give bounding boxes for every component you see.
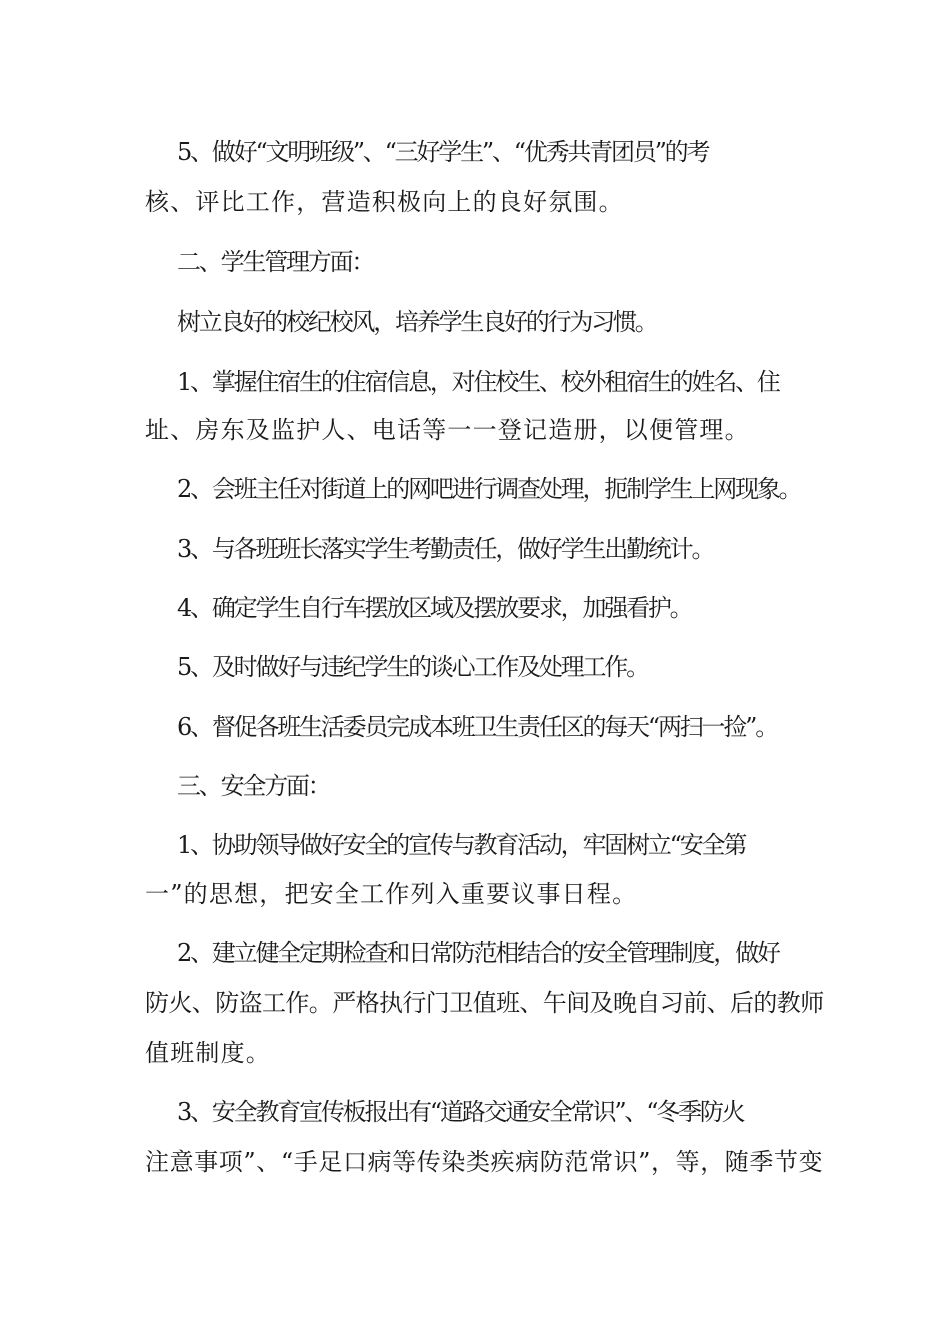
text-line: 值班制度。	[145, 1039, 271, 1067]
section-heading: 三、安全方面：	[177, 772, 330, 800]
text-line: 6、督促各班生活委员完成本班卫生责任区的每天“两扫一捡”。	[177, 713, 778, 741]
text-line: 防火、防盗工作。严格执行门卫值班、午间及晚自习前、后的教师	[145, 989, 824, 1017]
text-line: 3、与各班班长落实学生考勤责任，做好学生出勤统计。	[177, 535, 714, 563]
text-line: 2、会班主任对街道上的网吧进行调查处理，扼制学生上网现象。	[177, 475, 801, 503]
text-line: 址、房东及监护人、电话等一一登记造册，以便管理。	[145, 416, 750, 444]
text-line: 1、协助领导做好安全的宣传与教育活动，牢固树立“安全第	[177, 831, 746, 859]
text-line: 2、建立健全定期检查和日常防范相结合的安全管理制度，做好	[177, 939, 779, 967]
text-line: 4、确定学生自行车摆放区域及摆放要求，加强看护。	[177, 594, 692, 622]
text-line: 5、及时做好与违纪学生的谈心工作及处理工作。	[177, 653, 648, 681]
section-heading: 二、学生管理方面：	[177, 248, 374, 276]
text-line: 注意事项”、“手足口病等传染类疾病防范常识”，等，随季节变	[145, 1148, 824, 1176]
text-line: 核、评比工作，营造积极向上的良好氛围。	[145, 188, 624, 216]
text-line: 树立良好的校纪校风，培养学生良好的行为习惯。	[177, 308, 657, 336]
text-line: 5、做好“文明班级”、“三好学生”、“优秀共青团员”的考	[177, 138, 709, 166]
text-line: 3、安全教育宣传板报出有“道路交通安全常识”、“冬季防火	[177, 1098, 744, 1126]
text-line: 一”的思想，把安全工作列入重要议事日程。	[145, 880, 638, 908]
text-line: 1、掌握住宿生的住宿信息，对住校生、校外租宿生的姓名、住	[177, 368, 779, 396]
